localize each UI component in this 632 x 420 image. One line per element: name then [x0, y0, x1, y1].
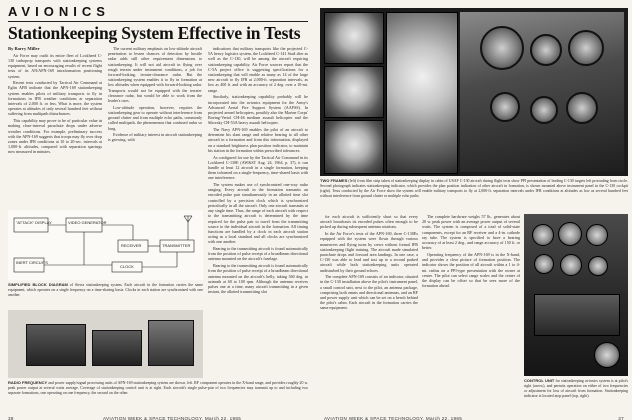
paragraph: The system makes use of synchronized one-way radar ranging. Every aircraft in the formation transmits an encoded pulse pair simultaneously in an allotted time slot controlled by a precision clock which is synchronized periodically in all the aircraft. Only one aircraft transmits at any single time. Thus, the range of each aircraft with respect to the transmitting aircraft is determined by the time required for the pulse pair to travel from the transmitting source to the individual aircraft in the formation. All timing functions are handled by a clock in each aircraft station acting as a local standard and all clocks are synchronized with one another.: [208, 182, 308, 245]
block-diagram: [8, 210, 203, 280]
control-unit-image: [148, 320, 194, 366]
caption-text: of Sierra stationkeeping system. Each aircraft in the formation carries the same equipment, which operates on a single frequency on a time-sharing basis. Clocks in each station are synchronized with one another.: [8, 283, 203, 297]
control-unit-image: [594, 342, 620, 368]
publication-line: AVIATION WEEK & SPACE TECHNOLOGY, March 22, 1965: [103, 416, 242, 420]
instrument-dial-image: [530, 96, 558, 124]
caption-text: (left) from film strip taken of stationkeeping display in cabin of USAF C-130 aircraft during flight tests show PPI presentation of leading C-130 targets left protruding from circle. Second photograph indicates stationkeeping indicator, which provides the plan position indication of other aircraft in formation, is shown mounted above instrument panel in the C-130 cockpit (right). Tests conducted by the Air Force show the system will enable military transports to fly at 2,000-ft. separation intervals under IFR conditions at altitudes as low as several hundred feet without interference from ground clutter or multiple echo paths.: [320, 179, 628, 198]
paragraph: Evidence of military interest in aircraft stationkeeping is growing, with: [108, 132, 202, 143]
paragraph: Bearing to the transmitting aircraft is found automatically from the position of pulse receipt of a broadbeam directional antenna mounted on the aircraft's fuselage.: [208, 246, 308, 262]
ppi-scope-image: [480, 26, 524, 70]
cockpit-panel-photo: [524, 214, 628, 376]
instrument-dial-image: [490, 92, 520, 122]
diagram-label-receiver: RECEIVER: [121, 243, 142, 248]
diagram-label-display: "ATTACK" DISPLAY: [16, 220, 52, 225]
diagram-caption: [8, 282, 203, 298]
caption-text: for stationkeeping avionics system is at pilot's right (arrow), and permits operation on either of two frequencies or adjustment for loss of aircraft from formation. Stationkeeping indicator is located atop panel (top, right).: [524, 379, 628, 398]
paragraph: The current military emphasis on low-altitude aircraft penetration to lessen chances of detection by hostile radar adds still other requirement dimensions to stationkeeping. It will not aid aircraft in flying over rough terrain under instrument conditions, a job for forward-looking, terrain-clearance radar. But the stationkeeping system enables it to fly in formation at low altitudes when equipped with forward-looking radar. Transports would not be equipped with the terrain-clearance radar, but would be able to work from the leader's cues.: [108, 46, 202, 104]
radio-caption: [8, 380, 308, 396]
instrument-dial-image: [532, 224, 554, 246]
publication-line: AVIATION WEEK & SPACE TECHNOLOGY, March 22, 1965: [324, 416, 463, 420]
rf-unit-image: [26, 324, 86, 366]
paragraph: Air Force may outfit its entire fleet of Lockheed C-130 turboprop transports with stationkeeping systems equipment, based on encouraging results of recent flight tests of its AN/APN-169 intraformation positioning system.: [8, 52, 102, 79]
article-headline: Stationkeeping System Effective in Tests: [8, 23, 301, 43]
paragraph: As configured for use by the Tactical Air Command in its Lockheed C-130E (AW&ST Aug. 24, 1964, p. 37), it can handle at least 12 aircraft in a single formation, keeping them informed on a single-frequency, time-shared basis with one interference.: [208, 154, 308, 181]
page-number: 37: [618, 416, 624, 420]
film-frame-3: [324, 120, 384, 174]
paragraph: Low-altitude operation, however, requires the stationkeeping gear to operate without interference from ground clutter and from multiple echo paths, commonly called multipath, the phenomenon that confused radar so long.: [108, 104, 202, 131]
film-frame-2: [324, 66, 384, 118]
caption-lead: RADIO FREQUENCY: [8, 380, 48, 385]
diagram-label-inert: INERT CIRCUITS: [16, 260, 48, 265]
right-page: [316, 0, 632, 420]
radio-units-photo: [8, 310, 203, 378]
caption-text: and power supply/signal processing units of APN-169 stationkeeping system are shown, left. RF component operates in the X-band range, and provides roughly 20 w. peak power output at several watts average. Coverage of stationkeeping control unit is at right. Each aircraft's single pulse-pair of two frequencies may transmit up to and including two separate formations, one operating on one frequency, the second on the other.: [8, 381, 308, 395]
instrument-dial-image: [568, 30, 604, 66]
paragraph: This capability may prove to be of particular value in making close-interval parachute drops under adverse weather conditions. For example, preliminary success with the APN-169 suggests that troops may fly over drop zones under IFR conditions at 10 to 20-sec. intervals at 1,000-ft. altitudes, compared with separation spacings now measured in minutes.: [8, 118, 102, 155]
diagram-label-transmitter: TRANSMITTER: [162, 243, 191, 248]
film-frame-large: [386, 12, 458, 174]
paragraph: In the Air Force's tests of the APN-169, three C-130Es equipped with the system were flown through various maneuvers and flying turns by crews without formal IFR stationkeeping flight training. The aircraft made simulated parachute drops and forward area landings. In one case, a C-130 was able to lead and taxi up to a second parked aircraft while both stationkeeping units operated undisturbed by their ground echoes.: [320, 231, 418, 273]
film-frames-photo: [320, 8, 628, 176]
article-column-5: [422, 214, 520, 410]
article-column-1: [8, 46, 102, 206]
paragraph: The Navy APN-169 enables the pilot of an aircraft to determine his slant range and relative bearing to all other aircraft in a formation and from this information, displayed on a standard brightness plan position indicator, to maintain his station in the formation within prescribed tolerances.: [208, 127, 308, 153]
diagram-label-video: VIDEO GENERATOR: [68, 220, 107, 225]
caption-lead: TWO FRAMES: [320, 178, 348, 183]
paragraph: Similarly, stationkeeping capability probably will be incorporated into the avionics equipment for the Army's Advanced Aerial Fire Support System (AAFSS). In projected armed helicopters, possibly also the Marine Corps' Boeing-Vertol CH-46 medium assault helicopter and the Sikorsky CH-53A heavy assault helicopter.: [208, 94, 308, 126]
control-console-image: [534, 294, 620, 336]
paragraph: for each aircraft is sufficiently short so that every aircraft broadcasts its encoded pulses often enough to be picked up during subsequent antenna rotations.: [320, 214, 418, 230]
instrument-dial-image: [560, 254, 582, 276]
paragraph: Recent tests conducted by Tactical Air Command at Eglin AFB indicate that the APN-169 stationkeeping system enables pilots of military transports to fly in formations in IFR weather conditions at separation intervals of 2,000 ft. or less. What is more, the system operates at altitudes of only several hundred feet without suffering from multipath disturbances.: [8, 80, 102, 117]
paragraph: indications that military transports like the projected C-5A heavy logistics system, the Lockheed C-141 StarLifter as well as the C-130, will be among the aircraft requiring stationkeeping capability. Air Force sources report that the C-5A project office is suggesting specifications for a stationkeeping that will enable as many as 14 of the large new aircraft to fly IFR at 2,000-ft. separation intervals, as low as 400 ft. and with an accuracy of 2 deg. over a 10-mi. range.: [208, 46, 308, 93]
byline: By Barry Miller: [8, 46, 40, 51]
page-number: 38: [8, 416, 14, 420]
instrument-dial-image: [534, 254, 554, 274]
instrument-dial-image: [586, 224, 608, 246]
power-supply-unit-image: [92, 330, 142, 366]
article-column-2: [108, 46, 202, 206]
paragraph: Bearing to the transmitting aircraft is found automatically from the position of pulse receipt of a broadbeam directional antenna mounted on the aircraft's belly, taking 360 deg. in azimuth at 60 to 100 rpm. Although the antenna receives pulses one at a time, many aircraft transmitting in a given instant, the allotted transmitting slot: [208, 263, 308, 295]
instrument-dial-image: [558, 222, 582, 246]
frames-caption: [320, 178, 628, 199]
paragraph: The complete hardware weighs 57 lb., generates about 20 w. peak power with an average power output of several watts. The system is composed of a total of solid-state components, except for an RF receiver and a 4-in. cathode ray tube. The system is specified to have a bearing accuracy of at least 2 deg., and range accuracy of 150 ft. or better.: [422, 214, 520, 251]
film-frame-1: [324, 12, 384, 64]
caption-lead: CONTROL UNIT: [524, 378, 555, 383]
diagram-label-clock: CLOCK: [120, 264, 134, 269]
instrument-dial-image: [588, 256, 608, 276]
cockpit-indicator-photo: [460, 12, 624, 172]
cockpit-caption: [524, 378, 628, 399]
section-label: AVIONICS: [8, 4, 110, 19]
paragraph: Operating frequency of the APN-169 is in the X-band, and provides a clear picture of formation position. The indicator shows the position of all aircraft within a 1 to 4-mi. radius on a PPI-type presentation with the owner at center. The pilot can select range scales and the center of the display can be offset so that he sees more of the formation ahead.: [422, 251, 520, 289]
section-rule: [8, 21, 308, 22]
paragraph: The complete APN-169 consists of an indicator, situated in the C-130 installation above the pilot's instrument panel, a small control unit, next to the pilot, an antenna package, comprising both omnis and directional antennas, and an RF and power supply unit which can be set on a bench behind the pilot's cabin. Each aircraft in the formation carries the same equipment.: [320, 274, 418, 311]
caption-lead: SIMPLIFIED BLOCK DIAGRAM: [8, 282, 68, 287]
article-column-4: [320, 214, 418, 410]
article-column-3: [208, 46, 308, 406]
instrument-dial-image: [566, 92, 598, 124]
block-diagram-svg: [8, 210, 203, 280]
instrument-dial-image: [530, 34, 562, 66]
